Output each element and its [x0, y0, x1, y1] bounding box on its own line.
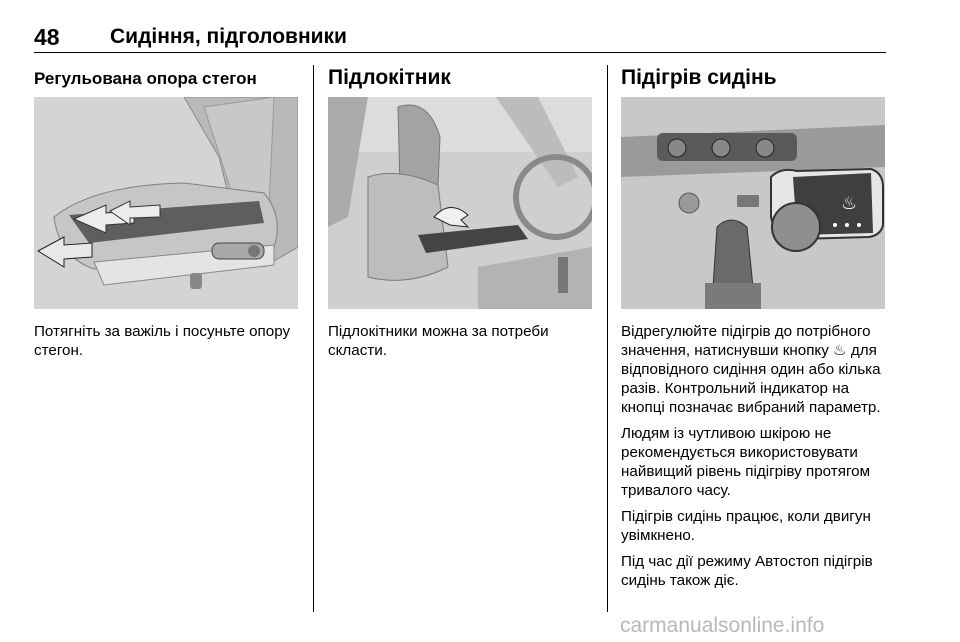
- section-text: [621, 322, 887, 597]
- section-heading: Підігрів сидінь: [621, 66, 777, 89]
- column-divider: [607, 65, 608, 612]
- page-title: Сидіння, підголовники: [110, 25, 347, 48]
- armrest-illustration: [328, 97, 592, 309]
- page-header: [34, 22, 886, 53]
- section-heading: Регульована опора стегон: [34, 69, 257, 88]
- svg-text:♨: ♨: [841, 193, 858, 214]
- paragraph: Підігрів сидінь працює, коли двигун увімкнено.: [621, 508, 871, 544]
- paragraph: Відрегулюйте підігрів до потрібного значення, натиснувши кнопку ♨ для відповідного сидіння один або кілька разів. Контрольний індикатор на кнопці позначає вибраний параметр.: [621, 323, 881, 416]
- paragraph: Підлокітники можна за потреби скласти.: [328, 323, 549, 359]
- column-divider: [313, 65, 314, 612]
- section-text: [34, 322, 300, 367]
- watermark: carmanualsonline.info: [620, 614, 825, 637]
- page-number: 48: [34, 24, 60, 50]
- seat-thigh-support-illustration: [34, 97, 298, 309]
- seat-heating-control-illustration: [621, 97, 885, 309]
- paragraph: Під час дії режиму Автостоп підігрів сидінь також діє.: [621, 553, 873, 589]
- paragraph: Людям із чутливою шкірою не рекомендується використовувати найвищий рівень підігріву протягом тривалого часу.: [621, 425, 871, 499]
- section-heading: Підлокітник: [328, 66, 451, 89]
- section-text: [328, 322, 594, 367]
- paragraph: Потягніть за важіль і посуньте опору стегон.: [34, 323, 291, 359]
